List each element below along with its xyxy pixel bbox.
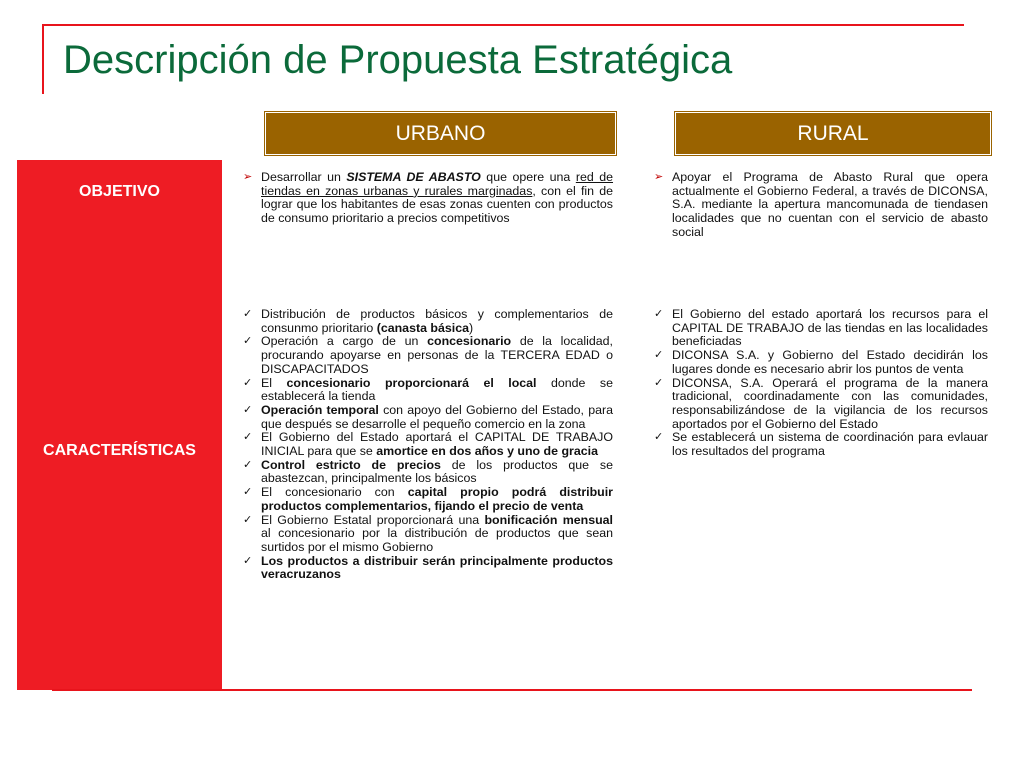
list-item: [241, 335, 613, 376]
list-item: [241, 171, 613, 226]
emphasis-text: Control estricto de precios: [261, 457, 441, 472]
list-item: [241, 486, 613, 513]
check-bullet-icon: ✓: [243, 513, 253, 526]
text-segment: Desarrollar un: [261, 170, 347, 184]
list-item: [241, 514, 613, 555]
text-segment: DICONSA S.A. y Gobierno del Estado decidirán los lugares donde es necesario abrir los puntos de venta: [672, 348, 988, 376]
arrow-bullet-icon: ➢: [654, 171, 664, 183]
text-segment: ): [469, 320, 474, 335]
urbano-objetivo-cell: [241, 171, 613, 226]
check-bullet-icon: ✓: [243, 308, 253, 320]
text-segment: de la localidad, procurando apoyarse en personas de la TERCERA EDAD o DISCAPACITADOS: [261, 334, 613, 376]
text-segment: , con el fin de lograr que los habitantes de esas zonas cuenten con productos de consumo prioritario a precios competitivos: [261, 183, 614, 226]
emphasis-text: concesionario: [427, 334, 512, 349]
text-segment: al concesionario por la distribución de productos que sean surtidos por el mismo Gobierno: [261, 526, 613, 554]
list-item: [652, 308, 988, 349]
text-segment: El concesionario con: [261, 485, 408, 500]
accent-vertical-line: [42, 24, 44, 94]
rural-objetivo-cell: [652, 171, 988, 240]
text-segment: que opere una: [480, 170, 576, 184]
check-bullet-icon: ✓: [243, 376, 253, 389]
text-segment: Operación a cargo de un: [261, 334, 428, 349]
column-header-rural: RURAL: [675, 112, 991, 155]
urbano-caracteristicas-cell: [241, 308, 613, 582]
emphasis-text: capital propio podrá distribuir productos complementarios, fijando el precio de venta: [261, 485, 614, 513]
emphasis-text: amortice en dos años y uno de gracia: [376, 444, 598, 459]
text-segment: de los productos que se abastezcan, principalmente los básicos: [261, 457, 614, 486]
check-bullet-icon: ✓: [243, 486, 253, 499]
slide-title: Descripción de Propuesta Estratégica: [63, 38, 733, 82]
text-segment: Se establecerá un sistema de coordinación para evlauar los resultados del programa: [672, 430, 988, 459]
check-bullet-icon: ✓: [243, 554, 253, 567]
list-item: [652, 349, 988, 376]
text-segment: DICONSA, S.A. Operará el programa de la manera tradicional, coordinadamente con las comunidades, responsabilizándose de la vigilancia de los recursos aportados por el Gobierno del Estado: [672, 375, 988, 431]
emphasis-text: SISTEMA DE ABASTO: [346, 170, 481, 184]
check-bullet-icon: ✓: [654, 308, 664, 320]
accent-top-line: [42, 24, 964, 26]
check-bullet-icon: ✓: [654, 376, 664, 389]
text-segment: Distribución de productos básicos y complementarios de consunmo prioritario: [261, 307, 613, 335]
rural-caracteristicas-cell: [652, 308, 988, 459]
list-item: [241, 308, 613, 335]
list-item: [652, 377, 988, 432]
check-bullet-icon: ✓: [243, 458, 253, 471]
emphasis-text: Los productos a distribuir serán principalmente productos veracruzanos: [261, 553, 613, 582]
text-segment: con apoyo del Gobierno del Estado, para que después se desarrolle el pequeño comercio en la zona: [261, 402, 613, 431]
accent-bottom-line: [52, 689, 972, 691]
list-item: [241, 431, 613, 458]
underlined-text: red de tiendas en zonas urbanas y rurales marginadas: [261, 170, 614, 198]
column-header-urbano: URBANO: [265, 112, 616, 155]
text-segment: Apoyar el Programa de Abasto Rural que opera actualmente el Gobierno Federal, a través de DICONSA, S.A. mediante la apertura mancomunada de tiendasen localidades que no cuentan con el servicio de abasto social: [672, 170, 988, 239]
row-label-objetivo: OBJETIVO: [79, 183, 160, 200]
list-item: [241, 377, 613, 404]
emphasis-text: concesionario proporcionará el local: [286, 375, 537, 390]
row-label-panel: [17, 160, 222, 690]
list-item: [241, 555, 613, 582]
check-bullet-icon: ✓: [654, 431, 664, 444]
text-segment: El Gobierno del estado aportará los recursos para el CAPITAL DE TRABAJO de las tiendas en las localidades beneficiadas: [672, 307, 988, 349]
arrow-bullet-icon: ➢: [243, 171, 253, 183]
check-bullet-icon: ✓: [243, 335, 253, 348]
emphasis-text: (canasta básica: [376, 320, 469, 335]
list-item: [241, 404, 613, 431]
text-segment: El Gobierno Estatal proporcionará una: [261, 512, 485, 527]
emphasis-text: Operación temporal: [261, 402, 379, 417]
check-bullet-icon: ✓: [243, 431, 253, 444]
list-item: [652, 171, 988, 240]
list-item: [241, 459, 613, 486]
list-item: [652, 431, 988, 458]
text-segment: El Gobierno del Estado aportará el CAPITAL DE TRABAJO INICIAL para que se: [261, 430, 613, 459]
check-bullet-icon: ✓: [654, 349, 664, 362]
row-label-caracteristicas: CARACTERÍSTICAS: [43, 442, 196, 459]
emphasis-text: bonificación mensual: [484, 512, 614, 527]
text-segment: donde se establecerá la tienda: [261, 375, 613, 404]
text-segment: El: [261, 375, 287, 390]
check-bullet-icon: ✓: [243, 403, 253, 416]
